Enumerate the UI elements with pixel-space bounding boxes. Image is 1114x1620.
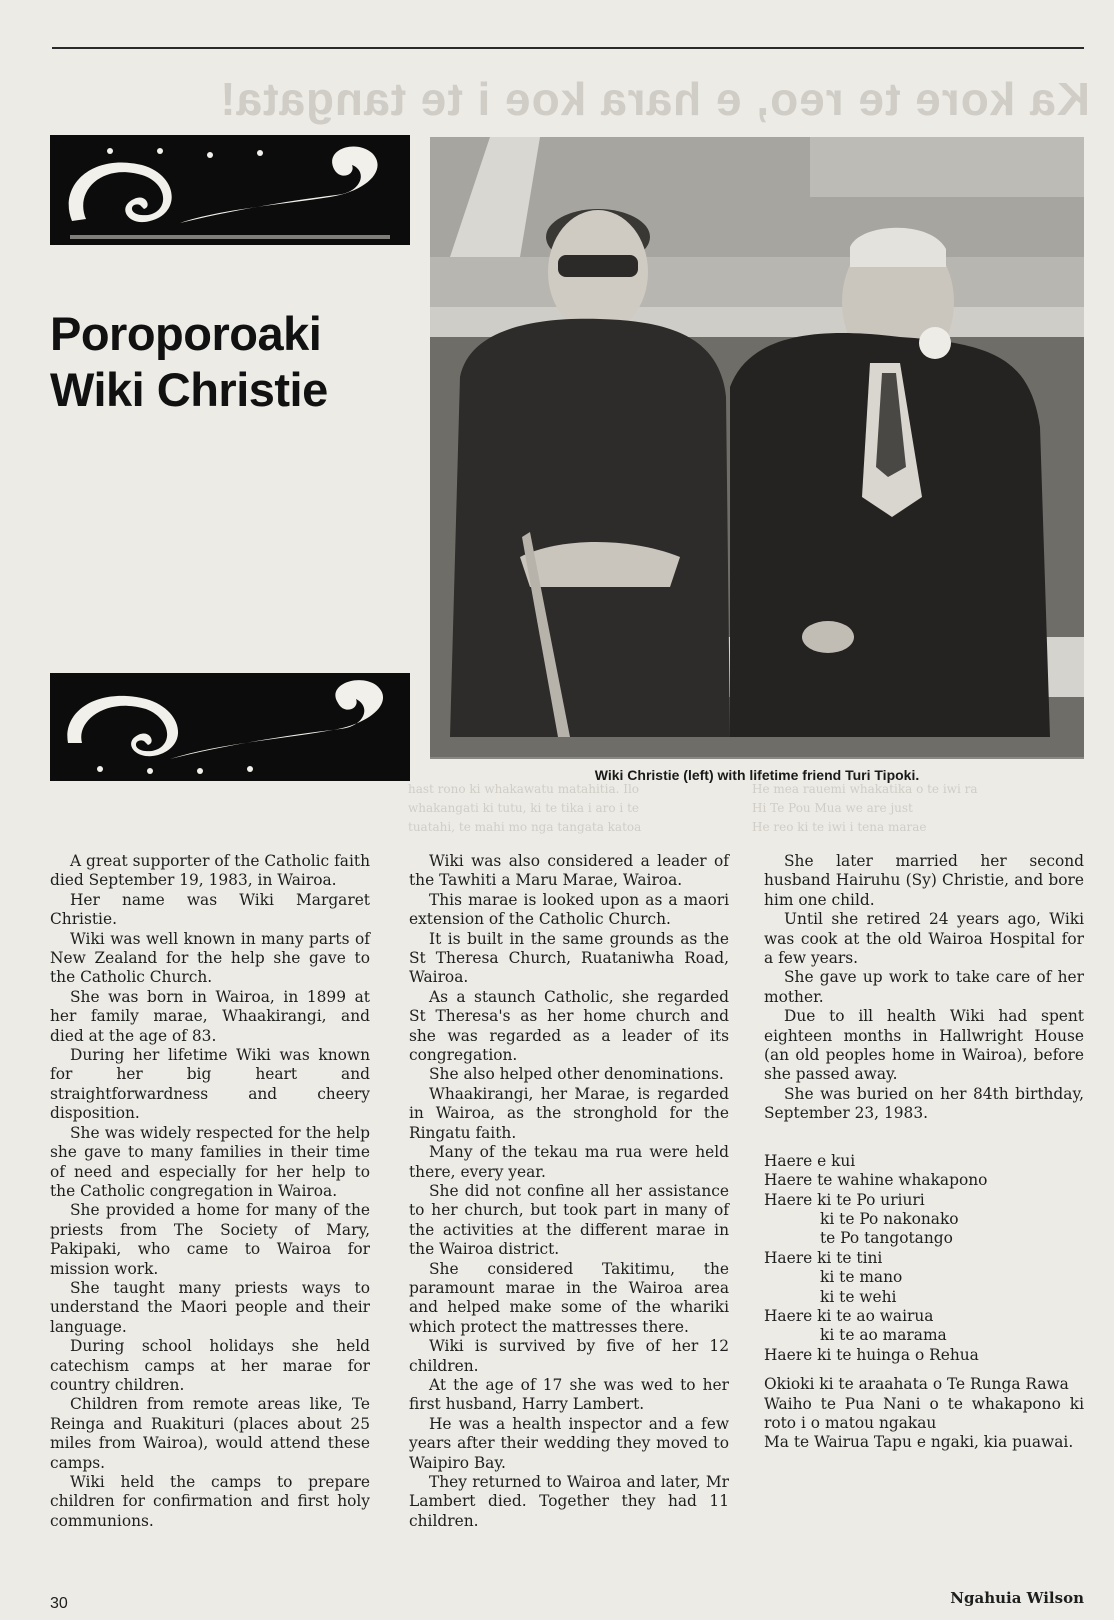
poem-line: Haere ki te ao wairua (764, 1306, 934, 1325)
title-line-2: Wiki Christie (50, 363, 328, 416)
top-rule (52, 47, 1084, 49)
paragraph: It is built in the same grounds as the St Theresa Church, Ruataniwha Road, Wairoa. (409, 929, 729, 987)
paragraph: She was buried on her 84th birthday, September 23, 1983. (764, 1084, 1084, 1123)
paragraph: During school holidays she held catechism camps at her marae for country children. (50, 1337, 370, 1394)
ghost-line: Hi Te Pou Mua we are just (752, 801, 913, 815)
paragraph: She provided a home for many of the priests from The Society of Mary, Pakipaki, who came to Wairoa for mission work. (50, 1201, 370, 1278)
paragraph: Wiki was well known in many parts of New Zealand for the help she gave to the Catholic Church. (50, 929, 370, 987)
paragraph: She taught many priests ways to understand the Maori people and their language. (50, 1278, 370, 1336)
paragraph: Until she retired 24 years ago, Wiki was cook at the old Wairoa Hospital for a few years. (764, 910, 1084, 968)
author-byline: Ngahuia Wilson (950, 1589, 1084, 1607)
closing-line: Okioki ki te araahata o Te Runga Rawa (764, 1375, 1069, 1394)
paragraph: Whaakirangi, her Marae, is regarded in Wairoa, as the stronghold for the Ringatu faith. (409, 1084, 729, 1142)
title-line-1: Poroporoaki (50, 307, 322, 360)
poem-line: ki te mano (820, 1268, 903, 1287)
bleed-through-heading: Ka kore te reo, e hara koe i te tangata! (219, 73, 1090, 125)
ghost-line: hast rono ki whakawatu matahitia. Ilo (408, 782, 640, 796)
paragraph: Due to ill health Wiki had spent eighteen months in Hallwright House (an old peoples home in Wairoa), before she passed away. (764, 1007, 1084, 1084)
paragraph: A great supporter of the Catholic faith died September 19, 1983, in Wairoa. (50, 852, 370, 890)
article-column-1 (50, 852, 370, 1531)
paragraph: She later married her second husband Hairuhu (Sy) Christie, and bore him one child. (764, 852, 1084, 909)
paragraph: She also helped other denominations. (429, 1065, 724, 1084)
poem-line: ki te wehi (820, 1287, 897, 1306)
farewell-poem (764, 1152, 1084, 1365)
paragraph: As a staunch Catholic, she regarded St Theresa's as her home church and she was regarded as a leader of its congregation. (409, 987, 729, 1065)
ghost-line: He mea rauemi whakatika o te iwi ra (752, 782, 978, 796)
closing-line: Waiho te Pua Nani o te whakapono ki roto i o matou ngakau (764, 1394, 1084, 1432)
paragraph: At the age of 17 she was wed to her first husband, Harry Lambert. (409, 1375, 729, 1414)
poem-line: Haere ki te huinga o Rehua (764, 1345, 979, 1364)
paragraph: Wiki is survived by five of her 12 children. (409, 1337, 729, 1375)
poem-line: Haere ki te tini (764, 1248, 883, 1267)
poem-line: ki te Po nakonako (820, 1209, 959, 1228)
paragraph: Her name was Wiki Margaret Christie. (50, 890, 370, 929)
koru-pattern-bottom-icon (50, 673, 410, 781)
paragraph: Wiki was also considered a leader of the Tawhiti a Maru Marae, Wairoa. (409, 852, 729, 890)
paragraph: This marae is looked upon as a maori extension of the Catholic Church. (409, 890, 729, 929)
poem-closing (764, 1375, 1084, 1453)
paragraph: Wiki held the camps to prepare children for confirmation and first holy communions. (50, 1473, 370, 1530)
paragraph: During her lifetime Wiki was known for her big heart and straightforwardness and cheery disposition. (50, 1046, 370, 1123)
ghost-line: whakangati ki tutu, ki te tika i aro i te (408, 801, 639, 815)
article-title (50, 306, 415, 418)
paragraph: She did not confine all her assistance to her church, but took part in many of the activities at the different marae in the Wairoa district. (409, 1181, 729, 1259)
portrait-photo (430, 137, 1084, 759)
paragraph: Children from remote areas like, Te Reinga and Ruakituri (places about 25 miles from Wairoa), would attend these camps. (50, 1395, 370, 1472)
ghost-line: tuatahi, te mahi mo nga tangata katoa (408, 820, 642, 834)
photo-caption: Wiki Christie (left) with lifetime friend Turi Tipoki. (594, 767, 920, 783)
page-number: 30 (50, 1595, 68, 1612)
poem-line: Haere te wahine whakapono (764, 1171, 988, 1190)
article-column-2 (409, 852, 729, 1531)
paragraph: She was born in Wairoa, in 1899 at her family marae, Whaakirangi, and died at the age of 83. (50, 987, 370, 1045)
bleed-through-text (752, 780, 1082, 837)
ghost-line: He reo ki te iwi i tena marae (752, 820, 927, 834)
paragraph: He was a health inspector and a few years after their wedding they moved to Waipiro Bay. (409, 1414, 729, 1472)
poem-line: Haere ki te Po uriuri (764, 1190, 925, 1209)
closing-line: Ma te Wairua Tapu e ngaki, kia puawai. (764, 1433, 1074, 1452)
article-column-3 (764, 852, 1084, 1453)
paragraph: Many of the tekau ma rua were held there, every year. (409, 1143, 729, 1181)
poem-line: ki te ao marama (820, 1326, 947, 1345)
paragraph: They returned to Wairoa and later, Mr Lambert died. Together they had 11 children. (409, 1473, 729, 1530)
bleed-through-text (408, 780, 748, 837)
poem-line: te Po tangotango (820, 1229, 953, 1248)
koru-pattern-top-icon (50, 135, 410, 245)
paragraph: She was widely respected for the help she gave to many families in their time of need and especially for her help to the Catholic congregation in Wairoa. (50, 1123, 370, 1200)
paragraph: She gave up work to take care of her mother. (764, 968, 1084, 1006)
photo-illustration-icon (430, 137, 1084, 759)
poem-line: Haere e kui (764, 1151, 856, 1170)
paragraph: She considered Takitimu, the paramount marae in the Wairoa area and helped make some of the whariki which protect the mattresses there. (409, 1259, 729, 1336)
